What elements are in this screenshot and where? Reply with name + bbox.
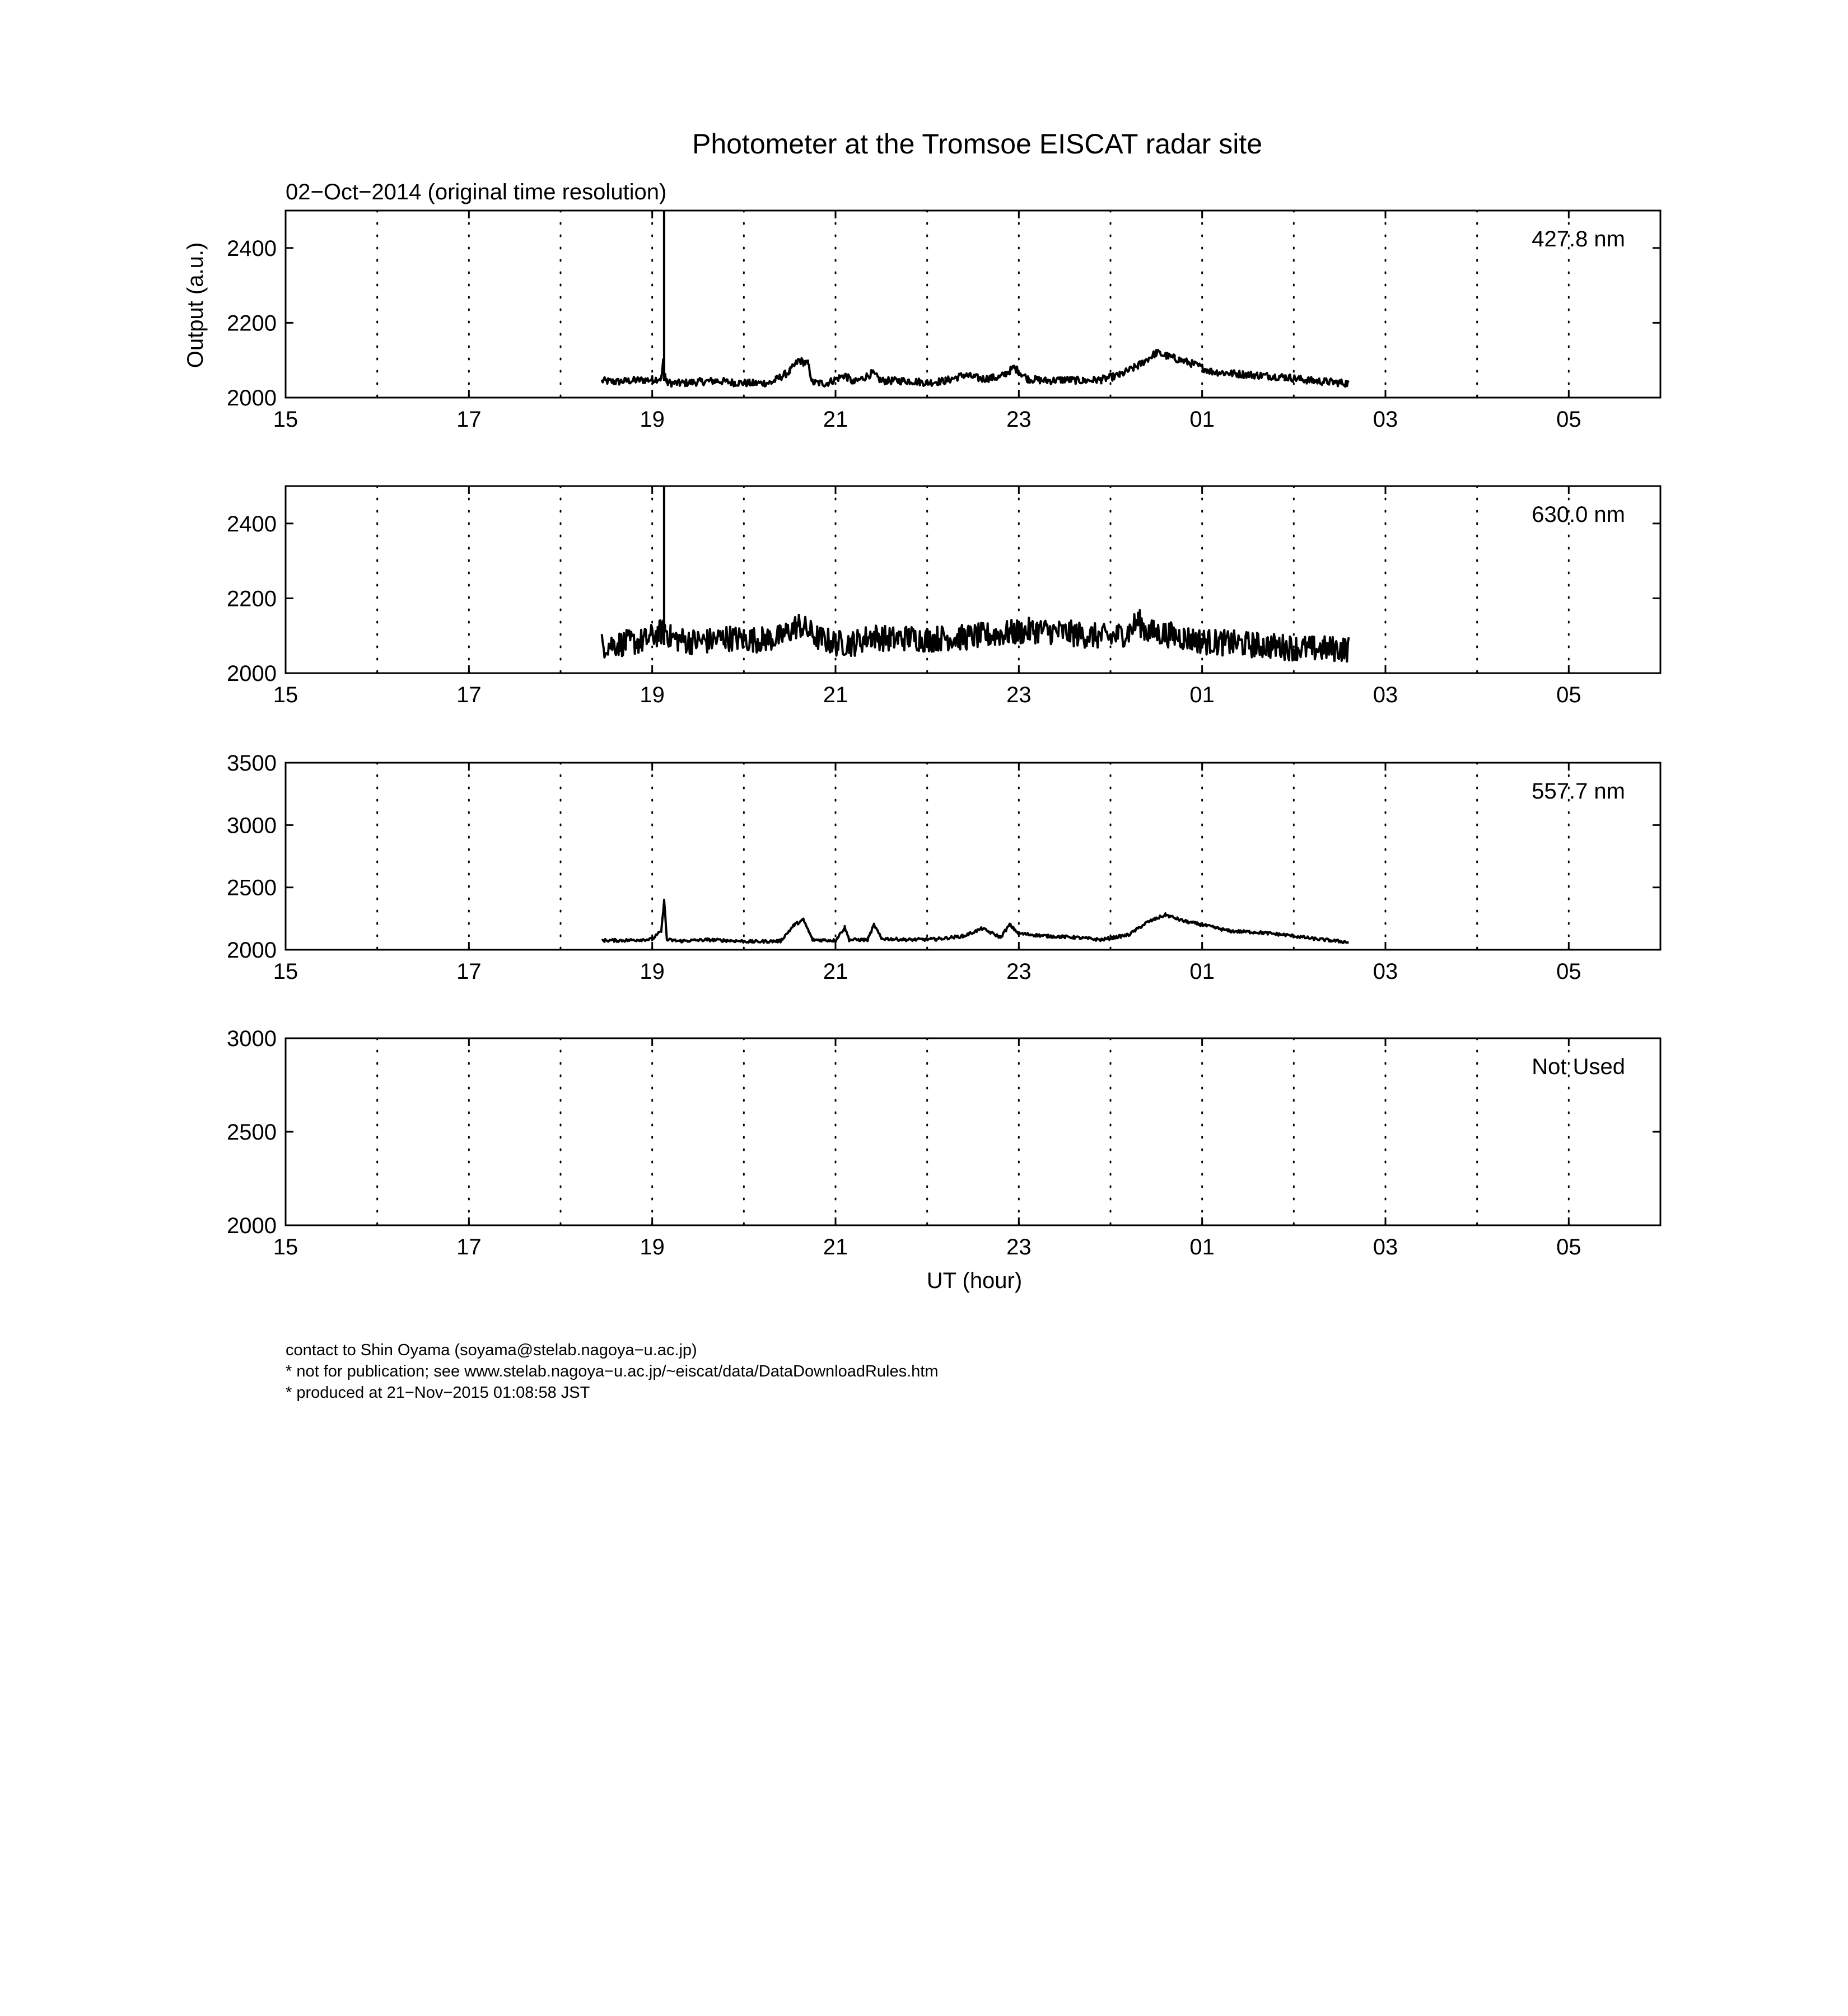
footer-contact: contact to Shin Oyama (soyama@stelab.nagoya−u.ac.jp) <box>286 1341 697 1359</box>
y-tick-label: 2000 <box>227 1214 277 1238</box>
channel-label: 630.0 nm <box>1532 502 1625 527</box>
y-tick-label: 2400 <box>227 236 277 261</box>
series-line <box>602 900 1349 943</box>
x-tick-label: 19 <box>640 959 665 984</box>
x-tick-label: 05 <box>1556 959 1581 984</box>
figure-subtitle: 02−Oct−2014 (original time resolution) <box>286 180 667 204</box>
panels-group <box>227 211 1660 1259</box>
footer-notes <box>286 1340 939 1403</box>
footer-produced-at: * produced at 21−Nov−2015 01:08:58 JST <box>286 1384 590 1402</box>
x-tick-label: 17 <box>456 1235 482 1259</box>
x-tick-label: 21 <box>823 1235 848 1259</box>
y-axis-label: Output (a.u.) <box>183 242 208 368</box>
channel-label: Not Used <box>1532 1054 1625 1079</box>
x-tick-label: 19 <box>640 407 665 432</box>
y-tick-label: 2200 <box>227 311 277 336</box>
x-tick-label: 01 <box>1189 959 1215 984</box>
y-tick-label: 2400 <box>227 511 277 536</box>
x-tick-label: 01 <box>1189 407 1215 432</box>
y-tick-label: 3500 <box>227 751 277 776</box>
x-tick-label: 01 <box>1189 683 1215 707</box>
x-tick-label: 15 <box>273 1235 298 1259</box>
x-tick-label: 17 <box>456 959 482 984</box>
x-tick-label: 23 <box>1006 683 1032 707</box>
x-tick-label: 05 <box>1556 1235 1581 1259</box>
x-tick-label: 03 <box>1373 959 1398 984</box>
x-tick-label: 15 <box>273 683 298 707</box>
x-tick-label: 23 <box>1006 1235 1032 1259</box>
axes-frame <box>286 211 1660 398</box>
channel-label: 557.7 nm <box>1532 779 1625 804</box>
axes-frame <box>286 763 1660 950</box>
x-tick-label: 03 <box>1373 407 1398 432</box>
channel-label: 427.8 nm <box>1532 227 1625 251</box>
x-tick-label: 01 <box>1189 1235 1215 1259</box>
y-tick-label: 2000 <box>227 661 277 686</box>
x-tick-label: 15 <box>273 407 298 432</box>
x-tick-label: 17 <box>456 683 482 707</box>
footer-publication-note: * not for publication; see www.stelab.nagoya−u.ac.jp/~eiscat/data/DataDownloadRules.htm <box>286 1362 939 1380</box>
x-tick-label: 15 <box>273 959 298 984</box>
x-tick-label: 05 <box>1556 407 1581 432</box>
x-tick-label: 17 <box>456 407 482 432</box>
y-tick-label: 3000 <box>227 813 277 838</box>
panel-3 <box>227 1026 1660 1259</box>
panel-0 <box>227 211 1660 432</box>
x-axis-label: UT (hour) <box>926 1268 1023 1293</box>
x-tick-label: 19 <box>640 683 665 707</box>
x-tick-label: 19 <box>640 1235 665 1259</box>
x-tick-label: 05 <box>1556 683 1581 707</box>
x-tick-label: 21 <box>823 407 848 432</box>
x-tick-label: 21 <box>823 959 848 984</box>
y-tick-label: 2500 <box>227 1120 277 1145</box>
panel-1 <box>227 486 1660 707</box>
x-tick-label: 03 <box>1373 683 1398 707</box>
y-tick-label: 2000 <box>227 386 277 410</box>
series-line <box>602 610 1349 661</box>
x-tick-label: 21 <box>823 683 848 707</box>
x-tick-label: 23 <box>1006 407 1032 432</box>
series-line <box>602 350 1349 386</box>
axes-frame <box>286 1038 1660 1225</box>
x-tick-label: 23 <box>1006 959 1032 984</box>
x-tick-label: 03 <box>1373 1235 1398 1259</box>
panel-2 <box>227 751 1660 984</box>
y-tick-label: 2200 <box>227 586 277 612</box>
y-tick-label: 2000 <box>227 938 277 963</box>
y-tick-label: 3000 <box>227 1026 277 1051</box>
y-tick-label: 2500 <box>227 875 277 900</box>
figure-title: Photometer at the Tromsoe EISCAT radar site <box>692 128 1263 160</box>
